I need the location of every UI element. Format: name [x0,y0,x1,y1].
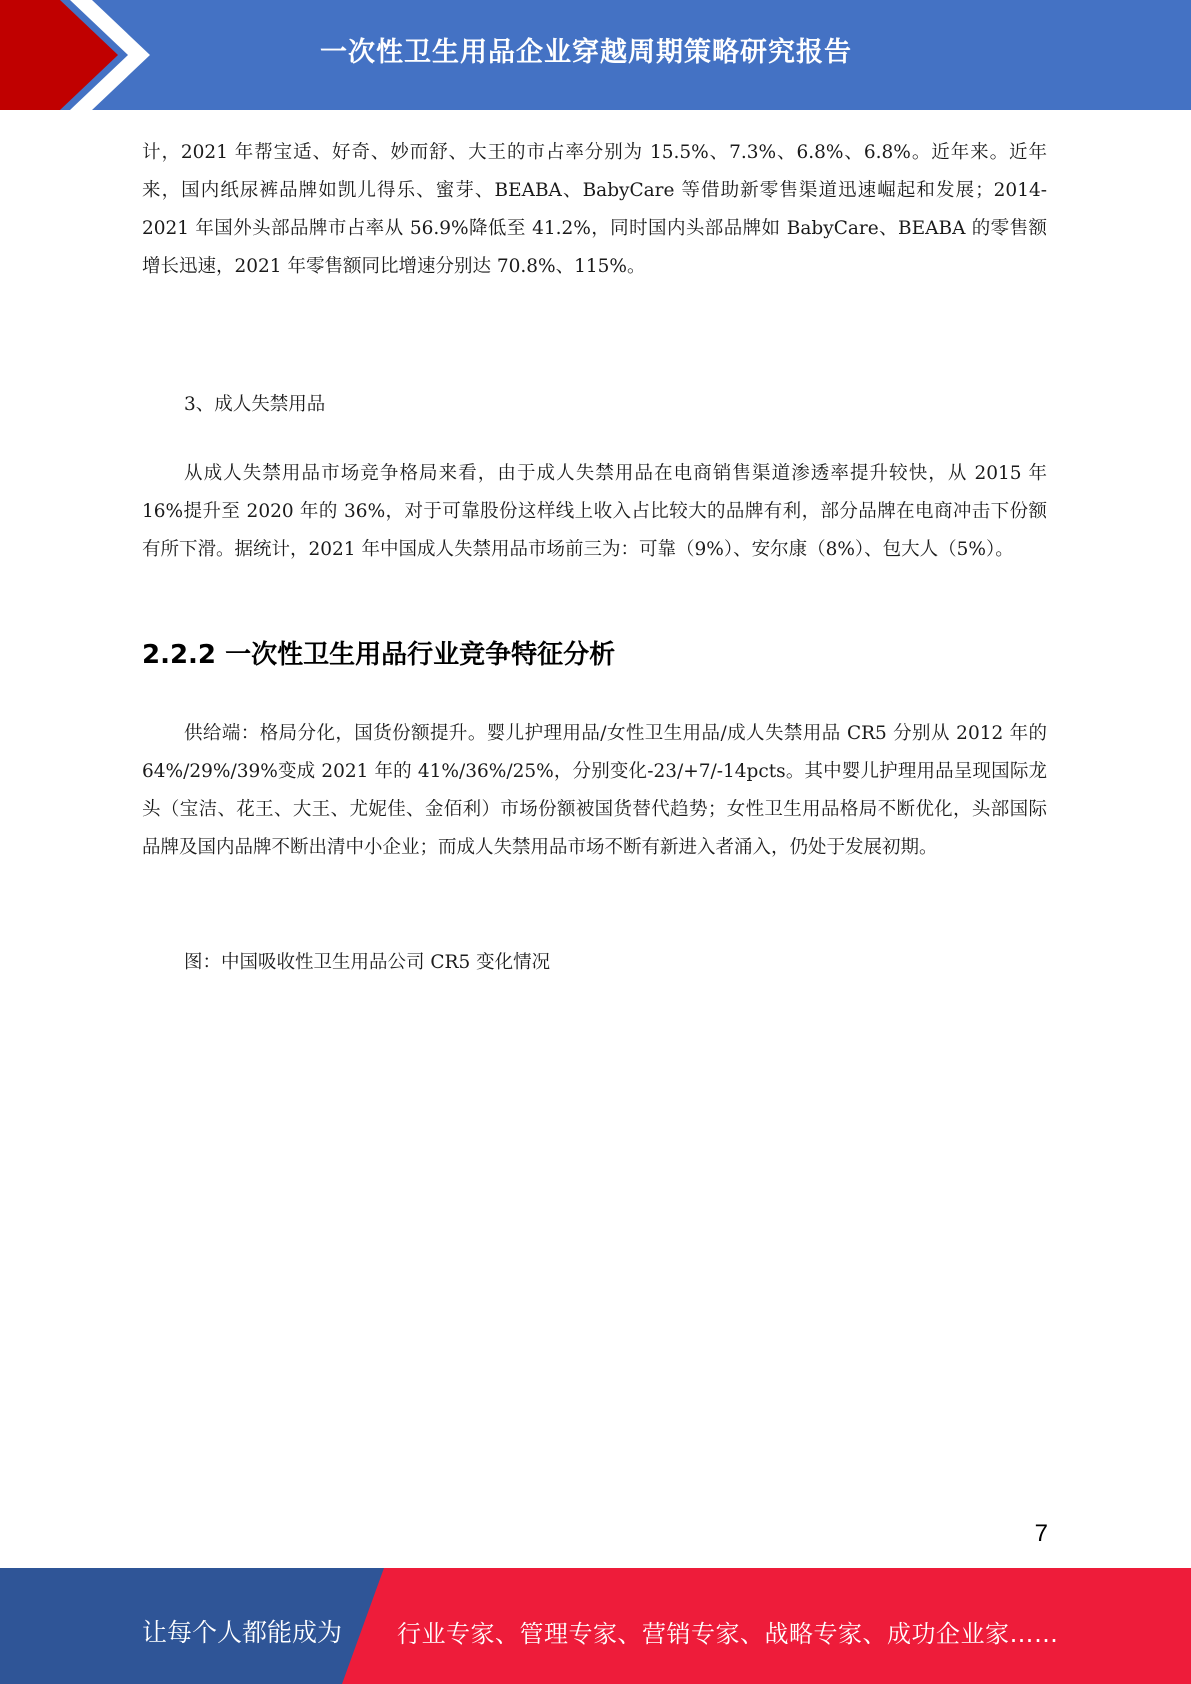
adult-incontinence-text [142,455,1047,569]
figure-caption-block [142,944,1047,982]
paragraph-market-share: 计，2021 年帮宝适、好奇、妙而舒、大王的市占率分别为 15.5%、7.3%、6.8%、6.8%。近年来。近年来，国内纸尿裤品牌如凯儿得乐、蜜芽、BEABA、BabyCare 等借助新零售渠道迅速崛起和发展；2014-2021 年国外头部品牌市占率从 56.9%降低至 41.2%，同时国内头部品牌如 BabyCare、BEABA 的零售额增长迅速，2021 年零售额同比增速分别达 70.8%、115%。 [142,142,1047,277]
page-number: 7 [1034,1520,1048,1547]
document-title: 一次性卫生用品企业穿越周期策略研究报告 [320,37,852,68]
competition-text-block [142,715,1047,867]
footer-slogan-right: 行业专家、管理专家、营销专家、战略专家、成功企业家…… [397,1620,1059,1648]
figure-caption: 图：中国吸收性卫生用品公司 CR5 变化情况 [184,952,551,973]
subheading-adult-incontinence: 3、成人失禁用品 [184,394,326,415]
page-header [0,0,1191,110]
paragraph-adult-incontinence: 从成人失禁用品市场竞争格局来看，由于成人失禁用品在电商销售渠道渗透率提升较快，从 2015 年 16%提升至 2020 年的 36%，对于可靠股份这样线上收入占比较大的品牌有利，部分品牌在电商冲击下份额有所下滑。据统计，2021 年中国成人失禁用品市场前三为：可靠（9%）、安尔康（8%）、包大人（5%）。 [142,463,1047,560]
page-footer [0,1568,1191,1684]
footer-slogan-left: 让每个人都能成为 [142,1618,343,1647]
paragraph-competition: 供给端：格局分化，国货份额提升。婴儿护理用品/女性卫生用品/成人失禁用品 CR5 分别从 2012 年的 64%/29%/39%变成 2021 年的 41%/36%/25%，分别变化-23/+7/-14pcts。其中婴儿护理用品呈现国际龙头（宝洁、花王、大王、尤妮佳、金佰利）市场份额被国货替代趋势；女性卫生用品格局不断优化，头部国际品牌及国内品牌不断出清中小企业；而成人失禁用品市场不断有新进入者涌入，仍处于发展初期。 [142,723,1047,858]
section-heading-2-2-2: 2.2.2 一次性卫生用品行业竞争特征分析 [142,640,616,670]
intro-text-block [142,134,1047,286]
section-adult-incontinence [142,386,1047,424]
